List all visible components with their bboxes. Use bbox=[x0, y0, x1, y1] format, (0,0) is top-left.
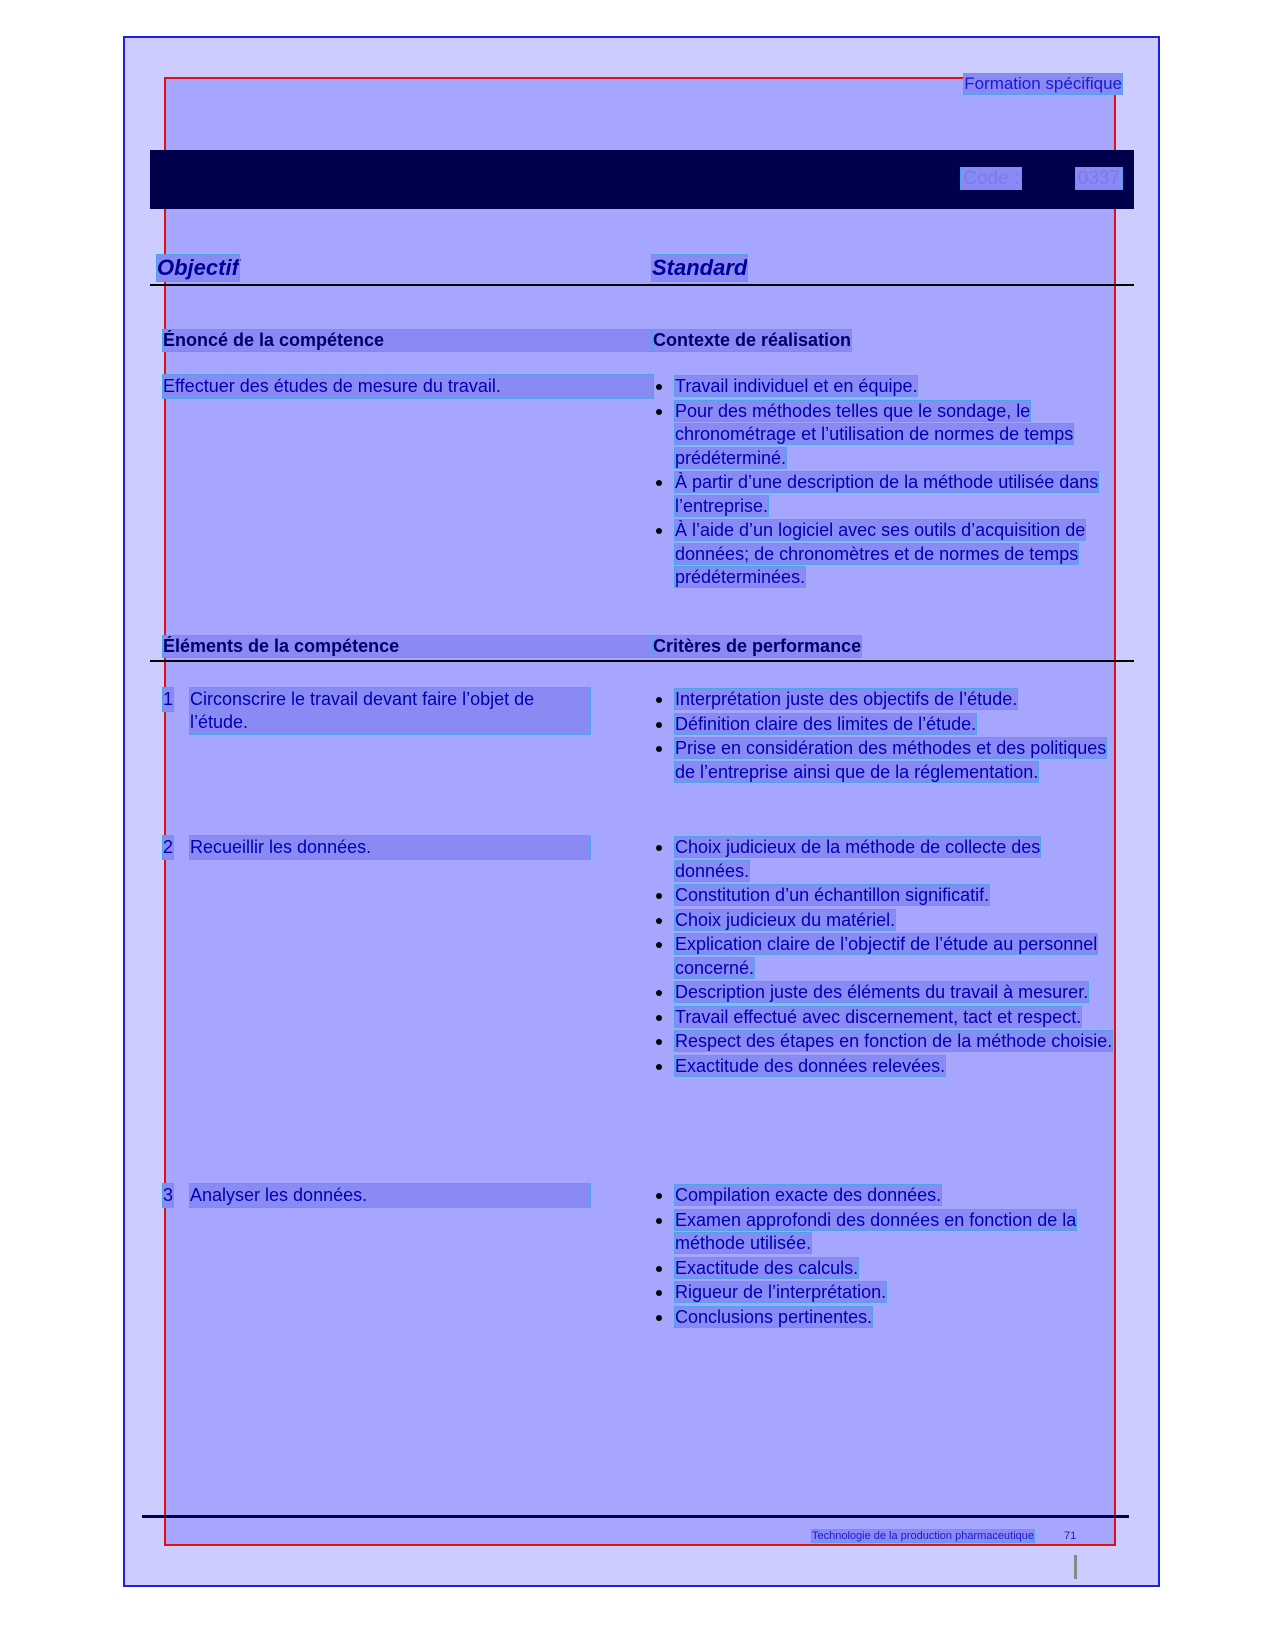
criteria-item bbox=[653, 1030, 1113, 1054]
criteria-item bbox=[653, 737, 1113, 784]
criteria-item-text: Rigueur de l’interprétation. bbox=[675, 1282, 887, 1302]
contexte-heading: Contexte de réalisation bbox=[653, 330, 852, 350]
criteria-item-text: Constitution d’un échantillon significatif. bbox=[675, 885, 990, 905]
criteria-item bbox=[653, 713, 1113, 737]
element-text: Circonscrire le travail devant faire l’objet de l’étude. bbox=[190, 688, 590, 734]
criteria-item-text: Conclusions pertinentes. bbox=[675, 1306, 873, 1327]
criteria-item bbox=[653, 909, 1113, 933]
criteria-item bbox=[653, 1055, 1113, 1079]
criteria-item-text: Exactitude des calculs. bbox=[675, 1257, 859, 1278]
criteria-list bbox=[653, 836, 1113, 1079]
contexte-item-text: À l’aide d’un logiciel avec ses outils d’acquisition de données; de chronomètres et de normes de temps prédéterminées. bbox=[675, 520, 1086, 587]
enonce-heading: Énoncé de la compétence bbox=[163, 330, 653, 351]
criteria-item-text: Examen approfondi des données en fonction de la méthode utilisée. bbox=[675, 1209, 1077, 1253]
criteria-item bbox=[653, 1281, 1113, 1305]
contexte-item-text: À partir d’une description de la méthode utilisée dans l’entreprise. bbox=[675, 472, 1099, 516]
element-number: 1 bbox=[163, 689, 174, 709]
criteria-item-text: Compilation exacte des données. bbox=[675, 1185, 942, 1205]
criteria-item bbox=[653, 836, 1113, 883]
element-text: Analyser les données. bbox=[190, 1184, 590, 1207]
criteria-item bbox=[653, 981, 1113, 1005]
element-number: 2 bbox=[163, 837, 174, 857]
contexte-item-text: Pour des méthodes telles que le sondage, le chronométrage et l’utilisation de normes de temps prédéterminé. bbox=[675, 400, 1074, 468]
criteria-list bbox=[653, 688, 1113, 785]
contexte-item-text: Travail individuel et en équipe. bbox=[675, 376, 918, 396]
document-header: Formation spécifique bbox=[964, 74, 1122, 93]
contexte-item bbox=[653, 471, 1113, 518]
footer-title: Technologie de la production pharmaceutique bbox=[812, 1530, 1034, 1542]
contexte-list bbox=[653, 375, 1113, 591]
criteria-item-text: Exactitude des données relevées. bbox=[675, 1055, 946, 1076]
criteria-item-text: Interprétation juste des objectifs de l’étude. bbox=[675, 689, 1018, 709]
contexte-item bbox=[653, 375, 1113, 399]
elements-rule bbox=[150, 660, 1134, 662]
criteria-item bbox=[653, 1184, 1113, 1208]
criteria-item-text: Respect des étapes en fonction de la méthode choisie. bbox=[675, 1031, 1113, 1051]
code-label-group bbox=[961, 168, 1122, 190]
code-value: 0337 bbox=[1077, 168, 1120, 189]
criteria-item bbox=[653, 1306, 1113, 1330]
criteria-item bbox=[653, 1209, 1113, 1256]
criteria-item bbox=[653, 688, 1113, 712]
element-number: 3 bbox=[163, 1185, 174, 1205]
criteria-item-text: Prise en considération des méthodes et des politiques de l’entreprise ainsi que de la réglementation. bbox=[675, 738, 1107, 782]
criteria-item-text: Définition claire des limites de l’étude. bbox=[675, 713, 977, 734]
code-label: Code : bbox=[963, 168, 1020, 189]
criteria-item bbox=[653, 884, 1113, 908]
element-text: Recueillir les données. bbox=[190, 836, 590, 859]
criteria-heading: Critères de performance bbox=[653, 636, 862, 656]
criteria-item-text: Explication claire de l’objectif de l’étude au personnel concerné. bbox=[675, 934, 1098, 978]
page-number: 71 bbox=[1064, 1530, 1077, 1542]
criteria-item-text: Description juste des éléments du travail à mesurer. bbox=[675, 982, 1089, 1002]
section-objectif: Objectif bbox=[157, 255, 239, 280]
criteria-item bbox=[653, 1257, 1113, 1281]
criteria-item bbox=[653, 1006, 1113, 1030]
code-banner bbox=[150, 150, 1134, 209]
contexte-item bbox=[653, 519, 1113, 590]
footer-mark bbox=[1074, 1555, 1077, 1579]
section-standard: Standard bbox=[652, 255, 748, 280]
criteria-item-text: Travail effectué avec discernement, tact et respect. bbox=[675, 1006, 1082, 1027]
footer-rule bbox=[142, 1515, 1129, 1518]
criteria-list bbox=[653, 1184, 1113, 1330]
contexte-item bbox=[653, 400, 1113, 471]
footer bbox=[812, 1530, 1076, 1542]
criteria-item bbox=[653, 933, 1113, 980]
criteria-item-text: Choix judicieux de la méthode de collecte des données. bbox=[675, 837, 1041, 881]
enonce-text: Effectuer des études de mesure du travail. bbox=[163, 375, 653, 398]
section-rule bbox=[150, 284, 1134, 286]
elements-heading: Éléments de la compétence bbox=[163, 636, 653, 657]
criteria-item-text: Choix judicieux du matériel. bbox=[675, 909, 896, 930]
